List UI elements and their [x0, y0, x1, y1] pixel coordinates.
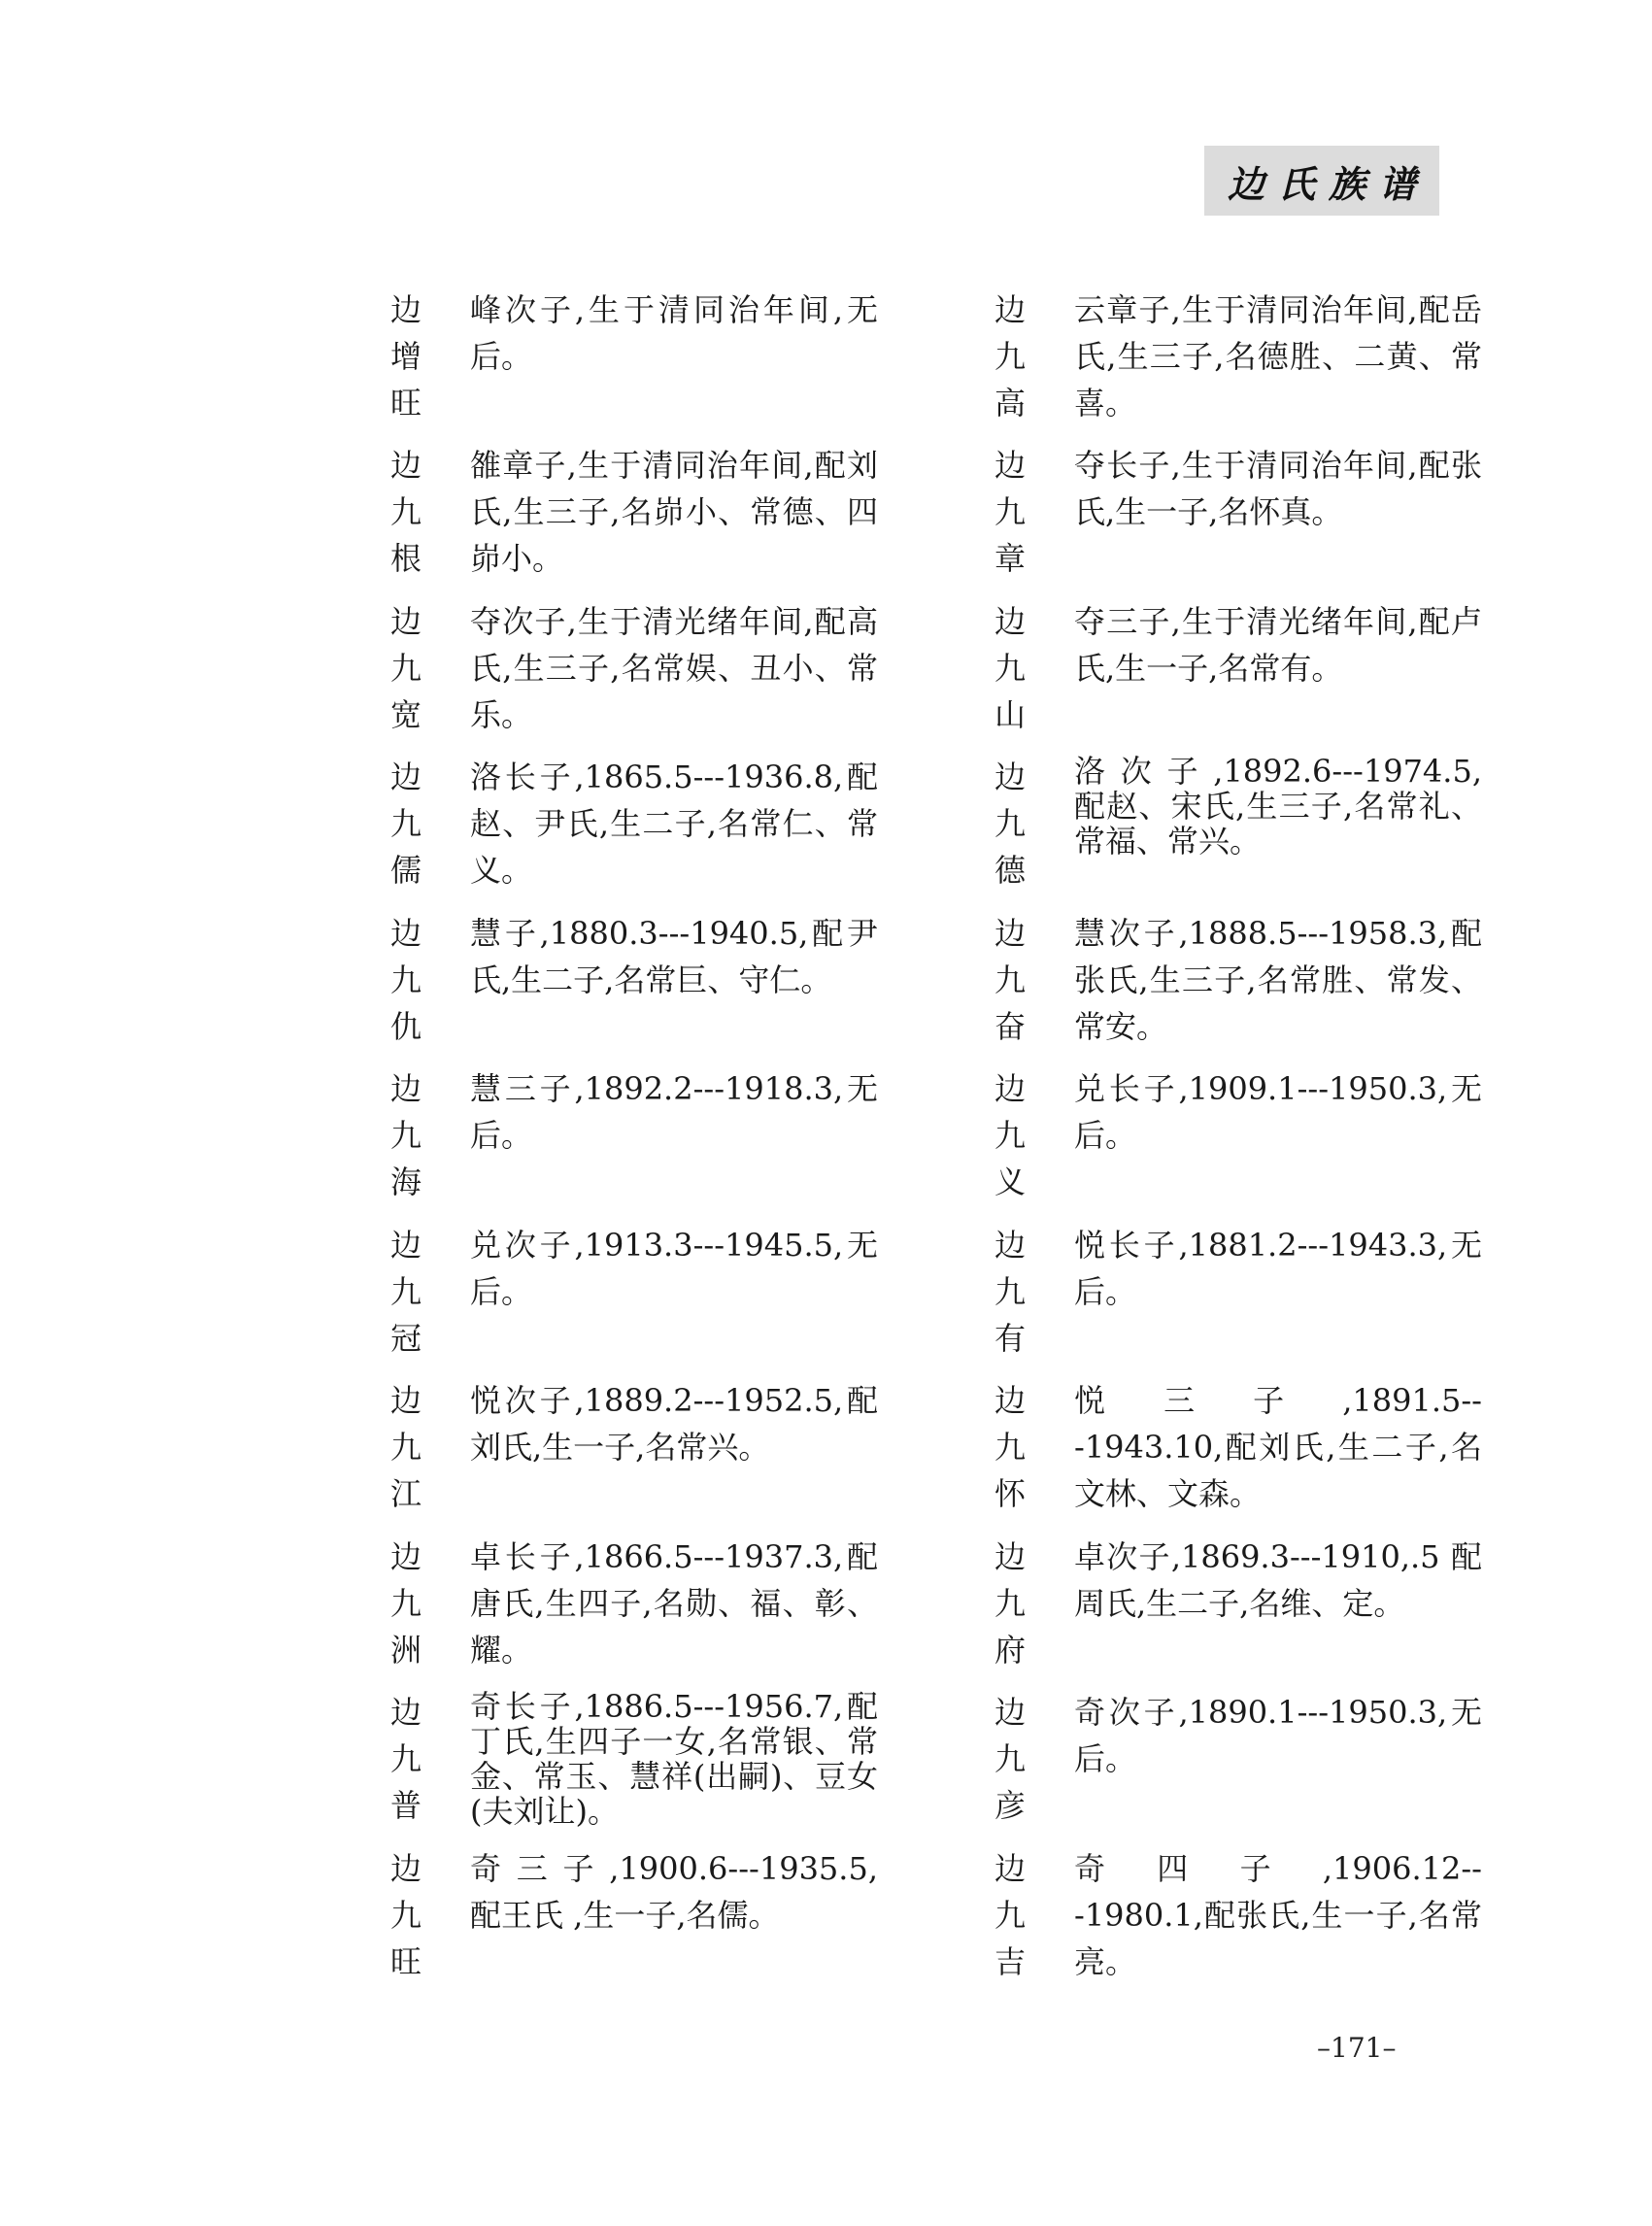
person-description: 兑长子,1909.1---1950.3,无后。 — [1074, 1070, 1482, 1154]
genealogy-entry — [981, 598, 1525, 744]
person-name: 边 九 仇 — [389, 915, 421, 1045]
genealogy-entry — [981, 287, 1525, 432]
person-description: 奇长子,1886.5---1956.7,配丁氏,生四子一女,名常银、常金、常玉、慧祥(出嗣)、豆女(夫刘让)。 — [470, 1688, 878, 1830]
person-name: 边 九 儒 — [389, 759, 421, 889]
person-name: 边 九 有 — [994, 1227, 1026, 1357]
genealogy-entry — [377, 1222, 921, 1367]
person-description: 悦 三 子 ,1891.5---1943.10,配刘氏,生二子,名文林、文森。 — [1074, 1382, 1482, 1512]
person-description: 卓次子,1869.3---1910,.5 配周氏,生二子,名维、定。 — [1074, 1538, 1482, 1622]
person-description: 夺长子,生于清同治年间,配张氏,生一子,名怀真。 — [1074, 447, 1482, 530]
person-description: 慧次子,1888.5---1958.3,配张氏,生三子,名常胜、常发、常安。 — [1074, 915, 1482, 1045]
person-description: 悦次子,1889.2---1952.5,配刘氏,生一子,名常兴。 — [470, 1382, 878, 1466]
person-name: 边 九 冠 — [389, 1227, 421, 1357]
person-name: 边 九 彦 — [994, 1694, 1026, 1824]
person-description: 雒章子,生于清同治年间,配刘氏,生三子,名峁小、常德、四峁小。 — [470, 447, 878, 577]
genealogy-entry — [981, 1534, 1525, 1679]
genealogy-entry — [981, 754, 1525, 899]
person-description: 慧三子,1892.2---1918.3,无后。 — [470, 1070, 878, 1154]
person-name: 边 九 根 — [389, 447, 421, 577]
header-box — [1204, 146, 1439, 216]
person-name: 边 九 府 — [994, 1538, 1026, 1669]
person-description: 悦长子,1881.2---1943.3,无后。 — [1074, 1227, 1482, 1310]
person-name: 边 九 普 — [389, 1694, 421, 1824]
person-description: 慧子,1880.3---1940.5,配尹氏,生二子,名常巨、守仁。 — [470, 915, 878, 998]
person-description: 奇 三 子 ,1900.6---1935.5,配王氏 ,生一子,名儒。 — [470, 1850, 878, 1934]
genealogy-entry — [377, 1065, 921, 1211]
genealogy-entry — [981, 1845, 1525, 1991]
genealogy-entry — [377, 1534, 921, 1679]
person-description: 云章子,生于清同治年间,配岳氏,生三子,名德胜、二黄、常喜。 — [1074, 291, 1482, 422]
person-description: 兑次子,1913.3---1945.5,无后。 — [470, 1227, 878, 1310]
genealogy-entry — [377, 287, 921, 432]
person-name: 边 九 旺 — [389, 1850, 421, 1980]
genealogy-entry — [981, 1689, 1525, 1835]
genealogy-entry — [981, 1222, 1525, 1367]
genealogy-entry — [981, 1377, 1525, 1523]
person-name: 边 九 德 — [994, 759, 1026, 889]
person-name: 边 九 宽 — [389, 603, 421, 733]
person-description: 峰次子,生于清同治年间,无后。 — [470, 291, 878, 375]
person-description: 奇 四 子 ,1906.12---1980.1,配张氏,生一子,名常亮。 — [1074, 1850, 1482, 1980]
page-header-title: 边氏族谱 — [1227, 162, 1430, 206]
person-name: 边 九 吉 — [994, 1850, 1026, 1980]
person-description: 奇次子,1890.1---1950.3,无后。 — [1074, 1694, 1482, 1777]
person-name: 边 九 奋 — [994, 915, 1026, 1045]
genealogy-entry — [377, 598, 921, 744]
genealogy-entry — [377, 1377, 921, 1523]
person-name: 边 九 江 — [389, 1382, 421, 1512]
page-number: –171– — [1317, 2032, 1397, 2064]
person-description: 洛长子,1865.5---1936.8,配赵、尹氏,生二子,名常仁、常义。 — [470, 759, 878, 889]
genealogy-entry — [377, 754, 921, 899]
genealogy-entry — [981, 1065, 1525, 1211]
person-description: 夺次子,生于清光绪年间,配高氏,生三子,名常娱、丑小、常乐。 — [470, 603, 878, 733]
person-name: 边 九 山 — [994, 603, 1026, 733]
person-description: 洛 次 子 ,1892.6---1974.5,配赵、宋氏,生三子,名常礼、常福、常兴。 — [1074, 753, 1482, 860]
genealogy-entry — [377, 910, 921, 1056]
person-name: 边 九 高 — [994, 291, 1026, 422]
genealogy-entry — [981, 910, 1525, 1056]
genealogy-entry — [377, 442, 921, 588]
person-description: 卓长子,1866.5---1937.3,配唐氏,生四子,名勋、福、彰、耀。 — [470, 1538, 878, 1669]
person-name: 边 九 义 — [994, 1070, 1026, 1200]
genealogy-entry — [981, 442, 1525, 588]
person-name: 边 九 洲 — [389, 1538, 421, 1669]
genealogy-entry — [377, 1845, 921, 1991]
person-name: 边 九 怀 — [994, 1382, 1026, 1512]
person-description: 夺三子,生于清光绪年间,配卢氏,生一子,名常有。 — [1074, 603, 1482, 687]
person-name: 边 九 海 — [389, 1070, 421, 1200]
person-name: 边 增 旺 — [389, 291, 421, 422]
person-name: 边 九 章 — [994, 447, 1026, 577]
genealogy-entry — [377, 1689, 921, 1835]
